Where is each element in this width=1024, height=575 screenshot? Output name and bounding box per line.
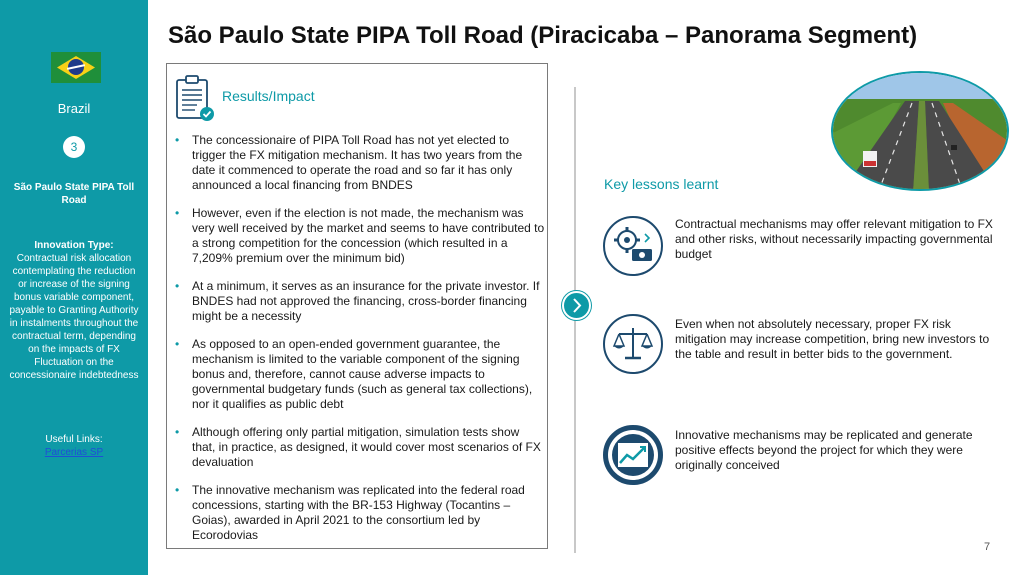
parcerias-sp-link[interactable]: Parcerias SP [44, 447, 104, 458]
results-item: • The innovative mechanism was replicated into the federal road concessions, starting with the BR-153 Highway (Tocantins – Goias), awarded in April 2021 to the consortium led by Ecorodovias [175, 483, 545, 543]
results-list [175, 133, 545, 556]
scales-icon [603, 314, 663, 374]
lesson-text: Innovative mechanisms may be replicated and generate positive effects beyond the project for which they were originally conceived [675, 428, 973, 472]
country-label: Brazil [57, 101, 91, 116]
gear-money-icon [603, 216, 663, 276]
chevron-right-icon [564, 293, 589, 318]
lessons-title: Key lessons learnt [604, 176, 719, 192]
page-number: 7 [984, 541, 991, 553]
step-badge: 3 [63, 136, 85, 158]
brazil-flag-icon [51, 52, 101, 83]
lesson-text: Even when not absolutely necessary, proper FX risk mitigation may increase competition, bring new investors to the table and result in better bids to the government. [675, 317, 990, 361]
results-item: • Although offering only partial mitigation, simulation tests show that, in practice, as designed, it would cover most scenarios of FX devaluation [175, 425, 545, 470]
next-button[interactable] [562, 291, 591, 320]
useful-links-heading: Useful Links: [45, 434, 103, 445]
page-title: São Paulo State PIPA Toll Road (Piracicaba – Panorama Segment) [168, 22, 918, 49]
innovation-type-heading: Innovation Type: [34, 240, 114, 251]
project-name: São Paulo State PIPA Toll Road [13, 182, 135, 206]
results-item: • As opposed to an open-ended government guarantee, the mechanism is limited to the variable component of the signing bonus and, therefore, cannot cause adverse impacts to governmental budgetary funds (such as general tax collections), nor it qualifies as public debt [175, 337, 545, 412]
results-item: • The concessionaire of PIPA Toll Road has not yet elected to trigger the FX mitigation mechanism. It has two years from the date it commenced to operate the road and so far it has only announced a local financing from BNDES [175, 133, 545, 193]
innovation-type-description: Contractual risk allocation contemplating the reduction or increase of the signing bonus variable component, payable to Granting Authority in instalments throughout the contractual term, depending on the impacts of FX Fluctuation on the concessionaire indebtedness [9, 253, 139, 381]
sidebar [0, 0, 148, 575]
results-item: • At a minimum, it serves as an insurance for the private investor. If BNDES had not approved the financing, cross-border financing might be a necessity [175, 279, 545, 324]
lesson-text: Contractual mechanisms may offer relevant mitigation to FX and other risks, without necessarily impacting governmental budget [675, 217, 993, 261]
results-panel [166, 63, 548, 549]
highway-road-photo [831, 71, 1009, 191]
results-title: Results/Impact [222, 88, 315, 104]
results-item: • However, even if the election is not made, the mechanism was very well received by the market and seems to have contributed to a strong competition for the concession (which resulted in a 7,209% premium over the minimum bid) [175, 206, 545, 266]
growth-chart-icon [603, 425, 663, 485]
clipboard-check-icon [175, 74, 215, 122]
